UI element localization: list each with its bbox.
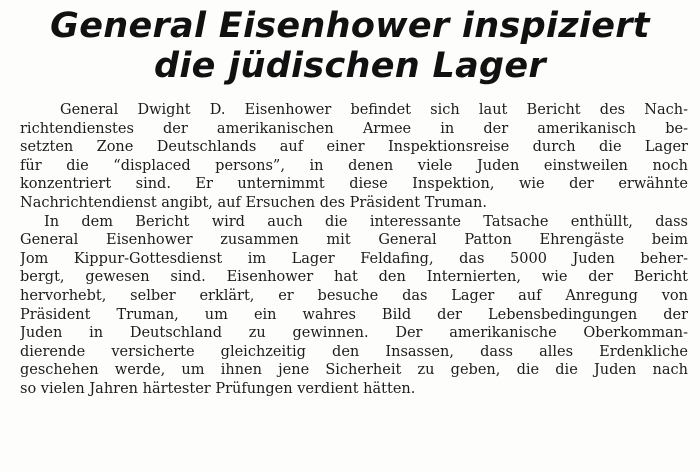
text-line: Jom Kippur-Gottesdienst im Lager Feldafing, das 5000 Juden beher- [20, 250, 688, 267]
text-line: für die “displaced persons”, in denen viele Juden einstweilen noch [20, 157, 688, 174]
text-line: so vielen Jahren härtester Prüfungen verdient hätten. [20, 380, 416, 397]
article-body [20, 101, 688, 399]
text-line: geschehen werde, um ihnen jene Sicherheit zu geben, die die Juden nach [20, 362, 688, 379]
text-line: General Eisenhower zusammen mit General Patton Ehrengäste beim [20, 232, 688, 249]
headline [0, 0, 700, 86]
text-line: Nachrichtendienst angibt, auf Ersuchen des Präsident Truman. [20, 194, 488, 211]
text-line: bergt, gewesen sind. Eisenhower hat den Internierten, wie der Bericht [20, 269, 688, 286]
article-paragraph-1 [20, 101, 688, 213]
headline-line-1: General Eisenhower inspiziert [50, 6, 650, 46]
text-line: richtendienstes der amerikanischen Armee in der amerikanisch be- [20, 120, 688, 137]
text-line: Juden in Deutschland zu gewinnen. Der amerikanische Oberkomman- [20, 325, 688, 342]
article-paragraph-2 [20, 213, 688, 399]
text-line: konzentriert sind. Er unternimmt diese Inspektion, wie der erwähnte [20, 176, 688, 193]
text-line: hervorhebt, selber erklärt, er besuche das Lager auf Anregung von [20, 287, 688, 304]
text-line: General Dwight D. Eisenhower befindet sich laut Bericht des Nach- [60, 102, 688, 118]
text-line: In dem Bericht wird auch die interessante Tatsache enthüllt, dass [44, 213, 688, 230]
text-line: dierende versicherte gleichzeitig den Insassen, dass alles Erdenkliche [20, 343, 688, 360]
text-line: setzten Zone Deutschlands auf einer Inspektionsreise durch die Lager [20, 139, 688, 156]
text-line: Präsident Truman, um ein wahres Bild der Lebensbedingungen der [20, 306, 688, 323]
headline-line-2: die jüdischen Lager [154, 46, 546, 86]
